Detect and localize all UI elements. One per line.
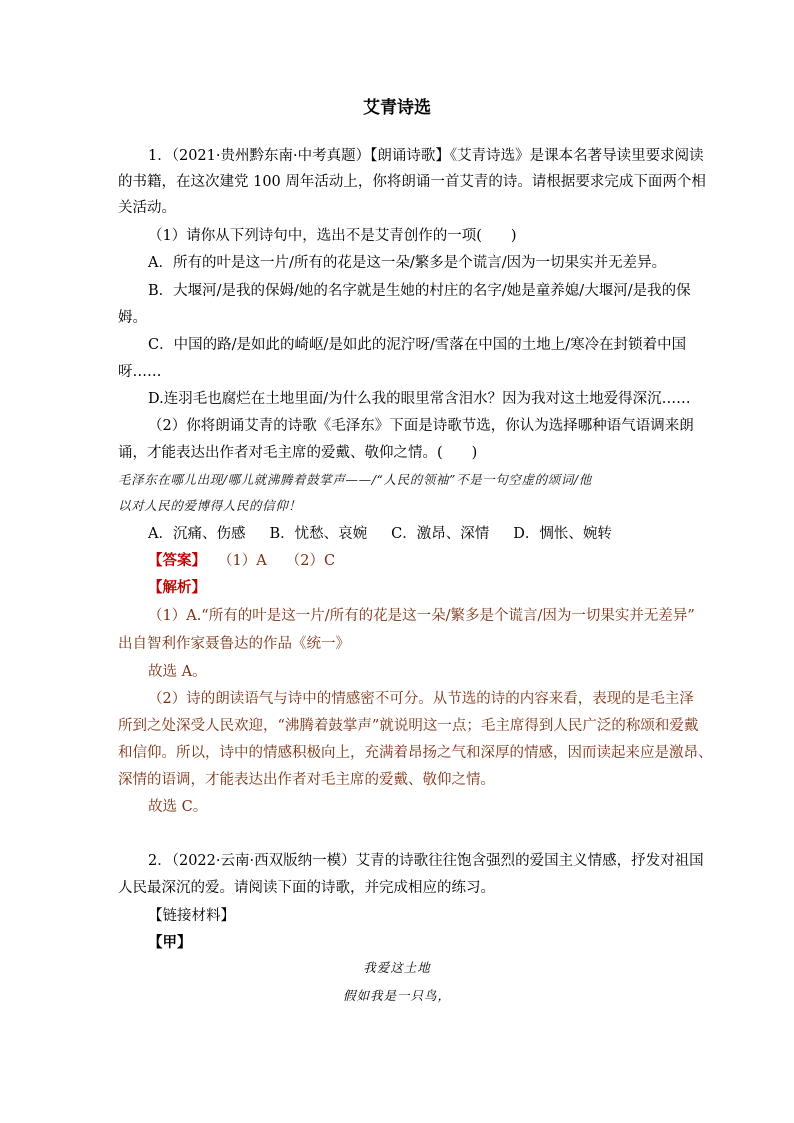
q1-option-b-line-2: 姆。 (118, 310, 147, 326)
poem-line-1: 假如我是一只鸟， (342, 988, 451, 1003)
q2-intro-line-2: 人民最深沉的爱。请阅读下面的诗歌，并完成相应的练习。 (118, 880, 495, 896)
q1-choices (148, 524, 612, 544)
poem-excerpt-line-1: 毛泽东在哪儿出现/哪儿就沸腾着鼓掌声——/“人民的领袖”不是一句空虚的颂词/他 (118, 472, 592, 487)
q1-option-c-line-1: C．中国的路/是如此的崎岖/是如此的泥泞呀/雪落在中国的土地上/寒冷在封锁着中国 (148, 337, 687, 353)
q1-intro-line-2: 的书籍，在这次建党 100 周年活动上，你将朗诵一首艾青的诗。请根据要求完成下面两个相 (118, 174, 706, 190)
answer-tag: 【答案】 (148, 552, 206, 569)
q1-option-d: D.连羽毛也腐烂在土地里面/为什么我的眼里常含泪水？因为我对这土地爱得深沉…… (148, 391, 691, 407)
analysis2-line-2: 所到之处深受人民欢迎，“沸腾着鼓掌声”就说明这一点；毛主席得到人民广泛的称颂和爱戴 (118, 718, 699, 734)
answer-row (148, 551, 335, 571)
q1-option-c-line-2: 呀…… (118, 364, 162, 380)
choice-c: C．激昂、深情 (391, 526, 490, 542)
analysis2-line-1: （2）诗的朗读语气与诗中的情感密不可分。从节选的诗的内容来看，表现的是毛主泽 (148, 691, 694, 707)
choice-a: A．沉痛、伤感 (148, 526, 246, 542)
poem-excerpt-line-2: 以对人民的爱博得人民的信仰！ (118, 498, 302, 513)
q1-intro-line-3: 关活动。 (118, 200, 176, 216)
jia-tag: 【甲】 (148, 934, 192, 951)
material-tag: 【链接材料】 (148, 908, 235, 924)
analysis-tag: 【解析】 (148, 579, 206, 596)
choose-2: 故选 C。 (148, 799, 208, 815)
page-title: 艾青诗选 (363, 98, 431, 118)
q1-option-b-line-1: B．大堰河/是我的保姆/她的名字就是生她的村庄的名字/她是童养媳/大堰河/是我的保 (148, 283, 691, 299)
analysis1-line-2: 出自智利作家聂鲁达的作品《统一》 (118, 636, 350, 652)
analysis2-line-4: 深情的语调，才能表达出作者对毛主席的爱戴、敬仰之情。 (118, 772, 495, 788)
choice-d: D．惆怅、婉转 (513, 526, 612, 542)
q1-option-a: A．所有的叶是这一片/所有的花是这一朵/繁多是个谎言/因为一切果实并无差异。 (148, 255, 667, 271)
q1-sub1: （1）请你从下列诗句中，选出不是艾青创作的一项( ) (148, 228, 517, 244)
choice-b: B．忧愁、哀婉 (269, 526, 368, 542)
q1-sub2-line-1: （2）你将朗诵艾青的诗歌《毛泽东》下面是诗歌节选，你认为选择哪种语气语调来朗 (148, 418, 694, 434)
analysis2-line-3: 和信仰。所以，诗中的情感积极向上，充满着昂扬之气和深厚的情感，因而读起来应是激昂、 (118, 745, 713, 761)
poem-title: 我爱这土地 (363, 960, 431, 975)
answer-text: （1）A （2）C (218, 553, 336, 569)
q1-sub2-line-2: 诵，才能表达出作者对毛主席的爱戴、敬仰之情。( ) (118, 445, 478, 461)
analysis1-line-1: （1）A.“所有的叶是这一片/所有的花是这一朵/繁多是个谎言/因为一切果实并无差异” (148, 608, 695, 624)
q2-intro-line-1: 2．（2022·云南·西双版纳一模）艾青的诗歌往往饱含强烈的爱国主义情感，抒发对祖国 (148, 853, 704, 869)
q1-intro-line-1: 1．（2021·贵州黔东南·中考真题）【朗诵诗歌】《艾青诗选》是课本名著导读里要求阅读 (148, 148, 704, 164)
choose-1: 故选 A。 (148, 664, 207, 680)
